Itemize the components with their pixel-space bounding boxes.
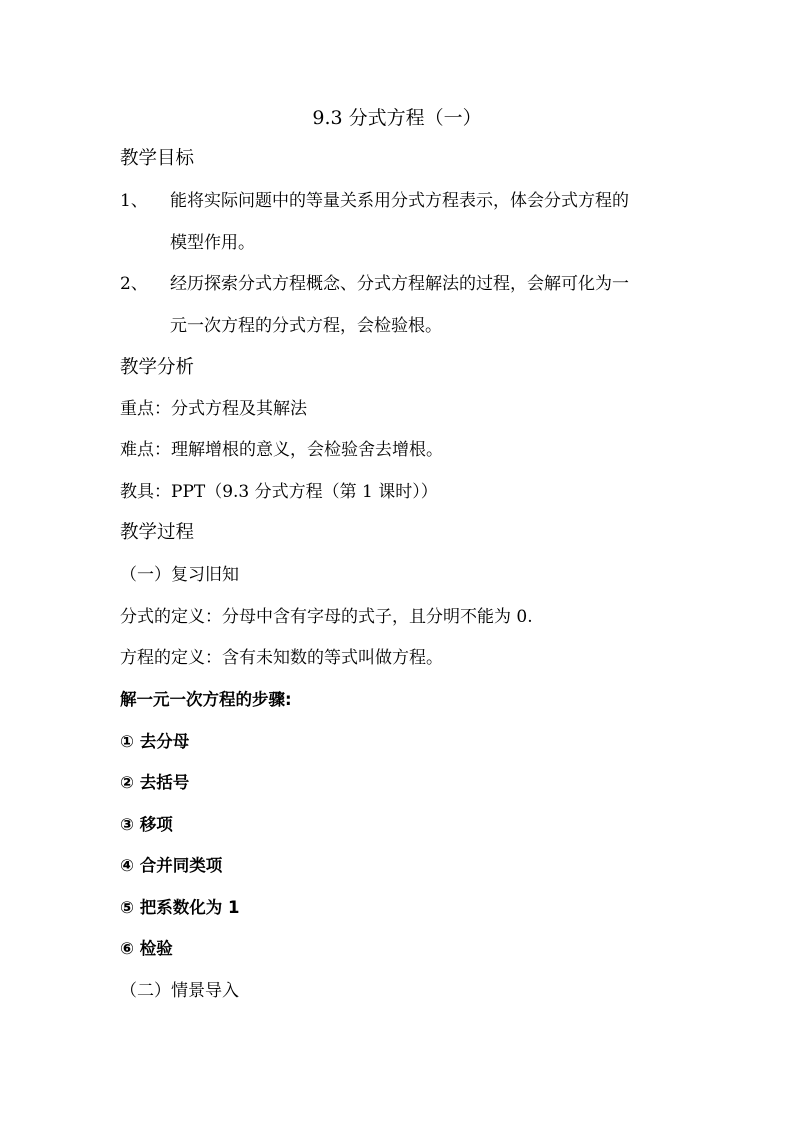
objective-2-line-1: 经历探索分式方程概念、分式方程解法的过程，会解可化为一 <box>170 274 629 294</box>
step-item: ① 去分母 <box>120 732 190 751</box>
objective-1-line-2: 模型作用。 <box>170 233 255 253</box>
analysis-heading: 教学分析 <box>120 357 195 378</box>
step-item: ④ 合并同类项 <box>120 856 223 875</box>
document-title: 9.3 分式方程（一） <box>312 107 482 129</box>
equation-definition: 方程的定义：含有未知数的等式叫做方程。 <box>120 648 443 668</box>
difficulty: 难点：理解增根的意义，会检验舍去增根。 <box>120 440 443 460</box>
objective-1-number: 1、 <box>120 191 148 211</box>
fraction-definition: 分式的定义：分母中含有字母的式子，且分明不能为 0. <box>120 607 533 627</box>
objectives-heading: 教学目标 <box>120 148 195 169</box>
step-item: ② 去括号 <box>120 773 190 792</box>
step-item: ⑤ 把系数化为 1 <box>120 898 240 917</box>
teaching-tools: 教具：PPT（9.3 分式方程（第 1 课时）） <box>120 482 438 502</box>
objective-2-number: 2、 <box>120 274 148 294</box>
key-point: 重点：分式方程及其解法 <box>120 399 307 419</box>
step-item: ⑥ 检验 <box>120 939 173 958</box>
scenario-intro-heading: （二）情景导入 <box>120 981 239 1001</box>
step-item: ③ 移项 <box>120 815 173 834</box>
process-heading: 教学过程 <box>120 522 195 543</box>
review-heading: （一）复习旧知 <box>120 565 239 585</box>
objective-1-line-1: 能将实际问题中的等量关系用分式方程表示，体会分式方程的 <box>170 191 629 211</box>
objective-2-line-2: 元一次方程的分式方程，会检验根。 <box>170 316 442 336</box>
steps-heading: 解一元一次方程的步骤: <box>120 690 292 709</box>
